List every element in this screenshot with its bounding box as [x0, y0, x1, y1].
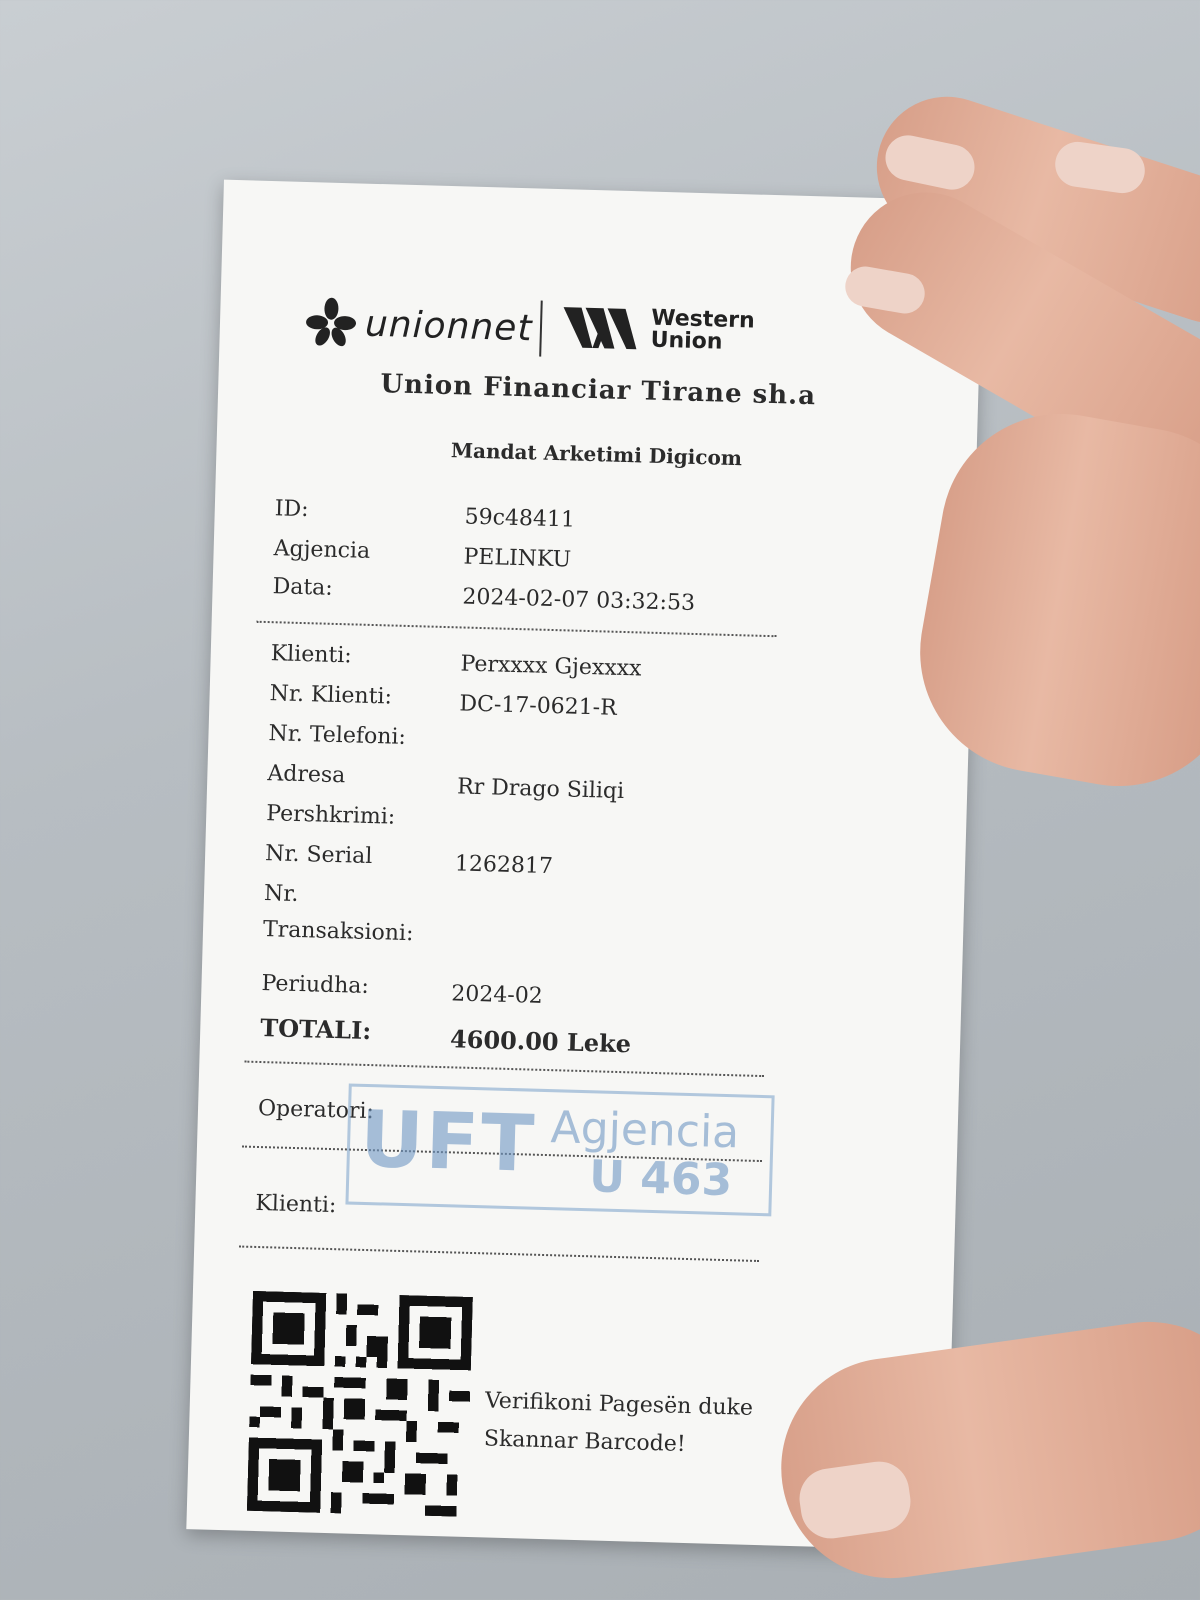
- id-label: ID:: [274, 496, 309, 523]
- nr-transaksioni-label-2: Transaksioni:: [262, 917, 414, 947]
- logo-row: [304, 292, 866, 378]
- qr-code[interactable]: [247, 1291, 473, 1517]
- unionnet-wordmark: unionnet: [364, 303, 534, 349]
- periudha-label: Periudha:: [261, 971, 370, 1000]
- klienti-value: Perxxxx Gjexxxx: [460, 651, 642, 682]
- logo-divider: [539, 301, 543, 357]
- western-union-line2: Union: [650, 327, 723, 355]
- document-title: Mandat Arketimi Digicom: [450, 438, 743, 471]
- receipt: [186, 180, 983, 1551]
- nr-serial-label: Nr. Serial: [264, 841, 373, 870]
- nr-klienti-label: Nr. Klienti:: [269, 681, 393, 710]
- verify-text: [483, 1382, 825, 1467]
- verify-line-1: Verifikoni Pagesën duke: [484, 1388, 754, 1421]
- data-value: 2024-02-07 03:32:53: [462, 584, 696, 616]
- western-union-text: [650, 305, 756, 355]
- klienti-label: Klienti:: [270, 641, 353, 669]
- western-union-logo: [562, 303, 755, 356]
- totali-label: TOTALI:: [259, 1013, 372, 1046]
- unionnet-logo: [304, 292, 533, 358]
- verify-line-2: Skannar Barcode!: [483, 1426, 687, 1458]
- stamp-uft: UFT: [358, 1094, 538, 1190]
- data-label: Data:: [272, 574, 334, 601]
- company-name: Union Financiar Tirane sh.a: [380, 369, 817, 412]
- agjencia-label: Agjencia: [273, 536, 371, 564]
- separator-1: [257, 621, 777, 638]
- adresa-label: Adresa: [267, 761, 346, 789]
- adresa-value: Rr Drago Siliqi: [456, 774, 625, 805]
- klienti-signature-line: [239, 1245, 759, 1262]
- separator-2: [244, 1061, 764, 1078]
- nr-transaksioni-label-1: Nr.: [263, 881, 299, 908]
- nr-serial-value: 1262817: [454, 851, 554, 880]
- agjencia-value: PELINKU: [463, 544, 572, 573]
- operatori-label: Operatori:: [257, 1095, 375, 1125]
- western-union-mark-icon: [562, 303, 643, 353]
- klienti-signature-label: Klienti:: [255, 1190, 337, 1219]
- agency-stamp: [345, 1083, 774, 1216]
- id-value: 59c48411: [464, 504, 576, 533]
- totali-value: 4600.00 Leke: [449, 1024, 632, 1059]
- nr-telefoni-label: Nr. Telefoni:: [268, 721, 407, 750]
- western-union-line1: Western: [650, 305, 756, 334]
- nr-klienti-value: DC-17-0621-R: [459, 691, 618, 721]
- periudha-value: 2024-02: [451, 981, 544, 1009]
- stamp-number: U 463: [588, 1151, 733, 1207]
- stamp-agjencia: Agjencia: [549, 1102, 740, 1159]
- unionnet-flower-icon: [304, 296, 357, 349]
- pershkrimi-label: Pershkrimi:: [265, 801, 396, 830]
